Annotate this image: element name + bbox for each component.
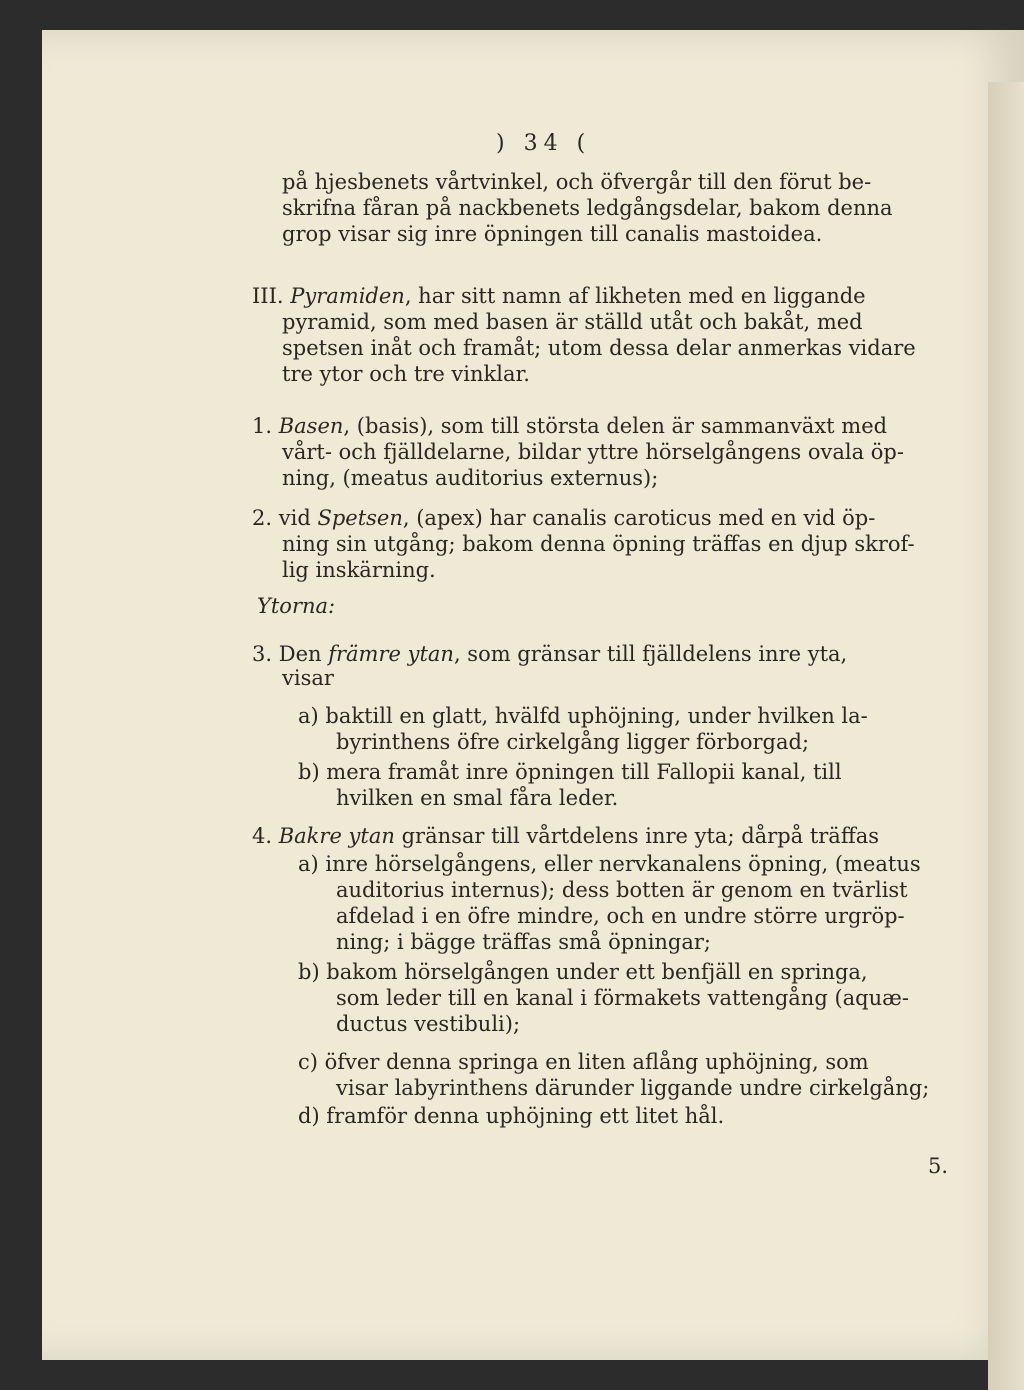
section-number: III. — [252, 284, 284, 308]
item-4-c-line-1: c) öfver denna springa en liten aflång uphöjning, som — [298, 1050, 869, 1074]
item-4-a-line-3: afdelad i en öfre mindre, och en undre större urgröp- — [336, 904, 905, 928]
item-2-line-3: lig inskärning. — [282, 558, 436, 582]
section-III-line-1-rest: , har sitt namn af likheten med en liggande — [404, 284, 866, 308]
running-head: ) 34 ( — [496, 131, 592, 156]
item-4-a-line-4: ning; i bägge träffas små öpningar; — [336, 930, 712, 954]
subhead-ytorna: Ytorna: — [257, 594, 336, 618]
item-4-line-1 — [252, 824, 879, 848]
item-4-a-line-2: auditorius internus); dess botten är genom en tvärlist — [336, 878, 908, 902]
item-3-a-line-2: byrinthens öfre cirkelgång ligger förborgad; — [336, 730, 810, 754]
item-3-b-line-1: b) mera framåt inre öpningen till Fallopii kanal, till — [298, 760, 842, 784]
item-1-term: Basen — [278, 414, 344, 438]
intro-line-1: på hjesbenets vårtvinkel, och öfvergår till den förut be- — [282, 170, 872, 194]
item-1-line-1 — [252, 414, 887, 438]
item-2-prefix: vid — [278, 506, 318, 530]
item-1-number: 1. — [252, 414, 273, 438]
section-III-line-4: tre ytor och tre vinklar. — [282, 362, 530, 386]
item-2-line-1-rest: , (apex) har canalis caroticus med en vid öp- — [402, 506, 876, 530]
item-1-line-3: ning, (meatus auditorius externus); — [282, 466, 659, 490]
item-4-d-line-1: d) framför denna uphöjning ett litet hål. — [298, 1104, 725, 1128]
item-3-number: 3. — [252, 642, 273, 666]
item-2-number: 2. — [252, 506, 273, 530]
catchword: 5. — [928, 1154, 949, 1178]
item-3-term: främre ytan — [328, 642, 454, 666]
section-title: Pyramiden — [290, 284, 405, 308]
item-4-a-line-1: a) inre hörselgångens, eller nervkanalens öpning, (meatus — [298, 852, 921, 876]
item-2-term: Spetsen — [317, 506, 403, 530]
item-4-c-line-2: visar labyrinthens därunder liggande undre cirkelgång; — [336, 1076, 930, 1100]
page-text — [42, 30, 1024, 1360]
intro-line-3: grop visar sig inre öpningen till canalis mastoidea. — [282, 222, 823, 246]
intro-line-2: skrifna fåran på nackbenets ledgångsdelar, bakom denna — [282, 196, 893, 220]
section-III-line-1 — [252, 284, 866, 308]
item-3-a-line-1: a) baktill en glatt, hvälfd uphöjning, under hvilken la- — [298, 704, 868, 728]
item-4-b-line-2: som leder till en kanal i förmakets vattengång (aquæ- — [336, 986, 909, 1010]
item-4-line-1-rest: gränsar till vårtdelens inre yta; dårpå träffas — [394, 824, 880, 848]
item-2-line-2: ning sin utgång; bakom denna öpning träffas en djup skrof- — [282, 532, 915, 556]
item-1-line-2: vårt- och fjälldelarne, bildar yttre hörselgångens ovala öp- — [282, 440, 904, 464]
item-4-b-line-3: ductus vestibuli); — [336, 1012, 521, 1036]
item-3-prefix: Den — [278, 642, 329, 666]
item-3-line-1-rest: , som gränsar till fjälldelens inre yta, — [453, 642, 848, 666]
item-4-number: 4. — [252, 824, 273, 848]
item-3-b-line-2: hvilken en smal fåra leder. — [336, 786, 619, 810]
item-2-line-1 — [252, 506, 875, 530]
item-3-line-2: visar — [282, 666, 334, 690]
item-3-line-1 — [252, 642, 847, 666]
item-1-line-1-rest: , (basis), som till största delen är sammanväxt med — [343, 414, 888, 438]
section-III-line-2: pyramid, som med basen är ställd utåt och bakåt, med — [282, 310, 863, 334]
book-page — [42, 30, 1024, 1360]
item-4-term: Bakre ytan — [278, 824, 395, 848]
item-4-b-line-1: b) bakom hörselgången under ett benfjäll en springa, — [298, 960, 868, 984]
section-III-line-3: spetsen inåt och framåt; utom dessa delar anmerkas vidare — [282, 336, 916, 360]
